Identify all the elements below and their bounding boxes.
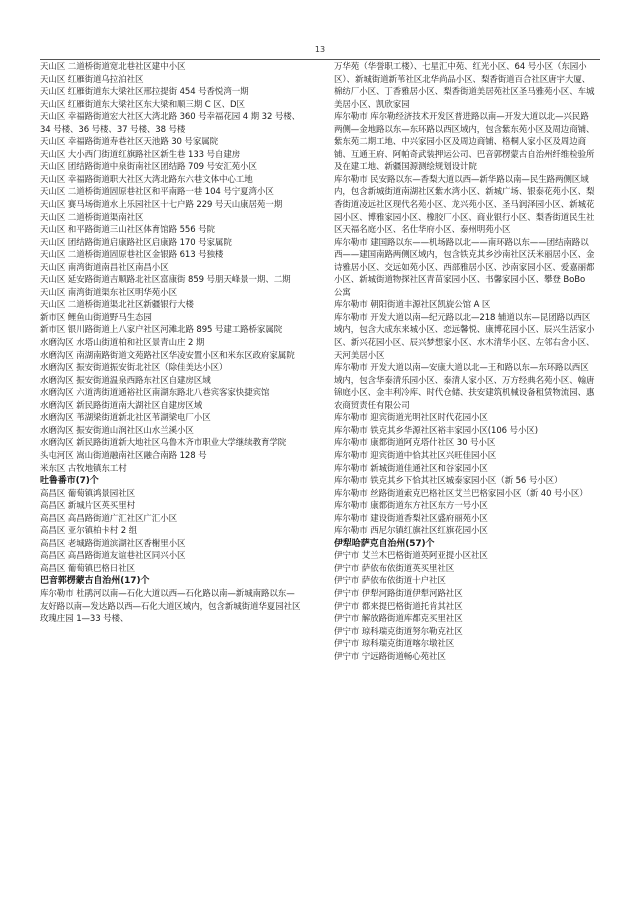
right-column [334,61,596,663]
list-entry: 库尔勒市 朝阳街道丰源社区凯旋公馆 A 区 [334,300,491,311]
list-entry: 库尔勒市 建设街道香梨社区盛府丽苑小区 [334,513,488,524]
list-entry: 天山区 团结路街道中泉街南社区团结路 709 号安汇苑小区 [40,162,257,173]
list-entry: 伊宁市 宁远路街道畅心苑社区 [334,651,446,662]
list-entry: 高昌区 葡萄镇鸿景园社区 [40,488,136,499]
list-entry: 高昌区 老城路街道滨湖社区香榭里小区 [40,538,186,549]
list-entry: 水磨沟区 振安街道振安街北社区（除佳美达小区） [40,363,228,374]
list-entry: 万华苑（华誉职工楼）、七星汇中苑、红光小区、64 号小区（东园小区）、新城街道新苇社区北华尚品小区、梨香街道百合社区唐宇大厦、棉纺厂小区、丁香雅居小区、梨香街道美居苑社区圣马雅苑小区、车城美居小区、凯欣家园 [334,62,595,110]
list-entry: 水磨沟区 苇湖梁街道新北社区苇湖梁电厂小区 [40,413,211,424]
list-entry: 天山区 团结路街道启康路社区启康路 170 号家属院 [40,237,232,248]
list-entry: 高昌区 葡萄镇巴格日社区 [40,563,136,574]
list-entry: 库尔勒市 民安路以东—香梨大道以西—新华路以南—民生路两侧区域内，包含新城街道南湖社区紫水湾小区、新城广场、银泰花苑小区、梨香街道凌远社区现代名苑小区、龙兴苑小区、圣马润泽园小区、新城花园小区、博雅家园小区、橡胶厂小区、商业银行小区、梨香街道民生社区天福名庭小区、名仕华府小区、泰州明苑小区 [334,174,595,236]
list-entry: 水磨沟区 新民路街道新大地社区乌鲁木齐市职业大学继续教育学院 [40,438,287,449]
left-column [40,61,302,626]
list-entry: 天山区 幸福路街道职大社区大湾北路东六巷文体中心工地 [40,174,253,185]
list-entry: 库尔勒市 铁克其乡华源社区裕丰家园小区(106 号小区) [334,425,538,436]
section-heading: 吐鲁番市(7)个 [40,476,99,487]
list-entry: 天山区 红雁街道东大梁社区邢拉提街 454 号香悦湾一期 [40,87,249,98]
list-entry: 库尔勒市 铁克其乡下恰其社区城泰家园小区（新 56 号小区） [334,476,563,487]
section-heading: 巴音郭楞蒙古自治州(17)个 [40,576,150,587]
list-entry: 伊宁市 琼科瑞克街道喀尔墩社区 [334,639,455,650]
list-entry: 水磨沟区 水塔山街道柏和社区景青山庄 2 期 [40,338,205,349]
list-entry: 天山区 幸福路街道寿巷社区天池路 30 号家属院 [40,137,219,148]
list-entry: 水磨沟区 南湖南路街道文苑路社区华凌安置小区和米东区政府家属院 [40,350,295,361]
list-entry: 天山区 南湾街道渠东社区明华苑小区 [40,287,178,298]
list-entry: 天山区 延安路街道吉顺路北社区富康街 859 号朋天峰景一期、二期 [40,275,291,286]
list-entry: 伊宁市 萨依布依街道十户社区 [334,576,446,587]
list-entry: 伊宁市 琼科瑞克街道努尔勒克社区 [334,626,463,637]
list-entry: 库尔勒市 康都街道阿克塔什社区 30 号小区 [334,438,496,449]
list-entry: 天山区 二道桥街道固原巷社区金银路 613 号独楼 [40,250,224,261]
list-entry: 天山区 南湾街道南昌社区南昌小区 [40,262,169,273]
list-entry: 天山区 二道桥街道宽北巷社区建中小区 [40,62,186,72]
list-entry: 天山区 红雁街道乌拉泊社区 [40,74,144,85]
list-entry: 米东区 古牧地镇东工村 [40,463,127,474]
list-entry: 库尔勒市 西尼尔镇红旗社区红旗花园小区 [334,526,488,537]
list-entry: 水磨沟区 振安街道山润社区山水兰溪小区 [40,425,194,436]
list-entry: 库尔勒市 开发大道以南—纪元路以北—218 辅道以东—昆团路以西区域内，包含大成东来城小区、恋远馨悦、康博花园小区、辰兴生活家小区、新兴花园小区、辰兴梦想家小区、水木清华小区、左邻右舍小区、天河美居小区 [334,312,595,361]
list-entry: 天山区 二道桥街道渠南社区 [40,212,144,223]
list-entry: 伊宁市 萨依布依街道英买里社区 [334,563,455,574]
list-entry: 天山区 二道桥街道渠北社区新疆银行大楼 [40,300,194,311]
list-entry: 水磨沟区 六道湾街道通裕社区南湖东路北八巷宾客家快捷宾馆 [40,388,270,399]
list-entry: 库尔勒市 杜鹃河以南—石化大道以西—石化路以南—新城南路以东—友好路以南—发达路以西—石化大道区域内，包含新城街道华夏园社区玫瑰庄园 1—33 号楼、 [40,588,301,625]
list-entry: 天山区 赛马场街道水上乐园社区十七户路 229 号天山康居苑一期 [40,200,283,211]
list-entry: 库尔勒市 迎宾街道中恰其社区兴旺佳园小区 [334,450,497,461]
list-entry: 天山区 二道桥街道固原巷社区和平南路一巷 104 号宁夏湾小区 [40,187,274,198]
list-entry: 水磨沟区 振安街道温泉西路东社区自建房区域 [40,375,211,386]
list-entry: 天山区 大小西门街道红旗路社区新生巷 133 号自建房 [40,149,241,160]
list-entry: 头屯河区 嵩山街道融南社区融合南路 128 号 [40,450,207,461]
list-entry: 高昌区 亚尔镇柏卡村 2 组 [40,526,138,537]
list-entry: 库尔勒市 建国路以东——机场路以北——南环路以东——团结南路以西——建国南路两侧区域内，包含铁克其乡沙南社区沃米丽居小区、金诗雅居小区、交远如苑小区、西部雅居小区、沙南家园小区、爱嘉丽都小区、新城街道物探社区青苗家园小区、书馨家园小区、攀登 BoBo 公寓 [334,237,595,298]
list-entry: 库尔勒市 开发大道以南—安康大道以北—王和路以东—东环路以西区域内，包含华泰清乐园小区、泰清人家小区、万方经典名苑小区、翰唐锦庭小区、金丰利冷库、时代仓储、扶安建筑机械设备租赁物流园、惠农商贸责任有限公司 [334,363,595,411]
list-entry: 伊宁市 都来提巴格街道托肯其社区 [334,601,463,612]
list-entry: 高昌区 高昌路街道友谊巷社区同兴小区 [40,551,186,562]
list-entry: 高昌区 新城片区英买里村 [40,501,136,512]
list-entry: 伊宁市 伊犁河路街道伊犁河路社区 [334,588,463,599]
list-entry: 天山区 红雁街道东大梁社区东大梁和顺三期 C 区、D区 [40,99,245,110]
section-heading: 伊犁哈萨克自治州(57)个 [334,538,435,549]
list-entry: 高昌区 高昌路街道广汇社区广汇小区 [40,513,178,524]
list-entry: 伊宁市 艾兰木巴格街道英阿亚提小区社区 [334,551,488,562]
list-entry: 伊宁市 解放路街道库都克买里社区 [334,614,463,625]
list-entry: 库尔勒市 康都街道东方社区东方一号小区 [334,501,488,512]
header-rule [40,59,600,60]
list-entry: 天山区 幸福路街道宏大社区大湾北路 360 号幸福花园 4 期 32 号楼、34 号楼、36 号楼、37 号楼、38 号楼 [40,112,301,135]
list-entry: 新市区 鲤鱼山街道野马生态园 [40,312,152,323]
list-entry: 新市区 银川路街道上八家户社区河滩北路 895 号建工路桥家属院 [40,325,283,336]
list-entry: 库尔勒市 新城街道佳通社区和谷家园小区 [334,463,488,474]
list-entry: 库尔勒市 丝路街道索克巴格社区艾兰巴格家园小区（新 40 号小区） [334,488,588,499]
list-entry: 水磨沟区 新民路街道南大湖社区自建房区域 [40,400,203,411]
list-entry: 库尔勒市 迎宾街道光明社区时代花园小区 [334,413,488,424]
list-entry: 库尔勒市 库尔勒经济技术开发区普进路以南—开发大道以北—兴民路两侧—金地路以东—东环路以西区域内，包含紫东苑小区及周边商铺、紫东苑二期工地、中兴家园小区及周边商铺、格桐人家小区及周边商铺、互通王府、阿帕奇武装押运公司、巴音郭楞蒙古自治州纤维检验所及在建工地、新疆国源测绘规划设计院 [334,112,595,173]
list-entry: 天山区 和平路街道三山社区体育馆路 556 号院 [40,225,215,236]
page-number: 13 [314,45,326,54]
